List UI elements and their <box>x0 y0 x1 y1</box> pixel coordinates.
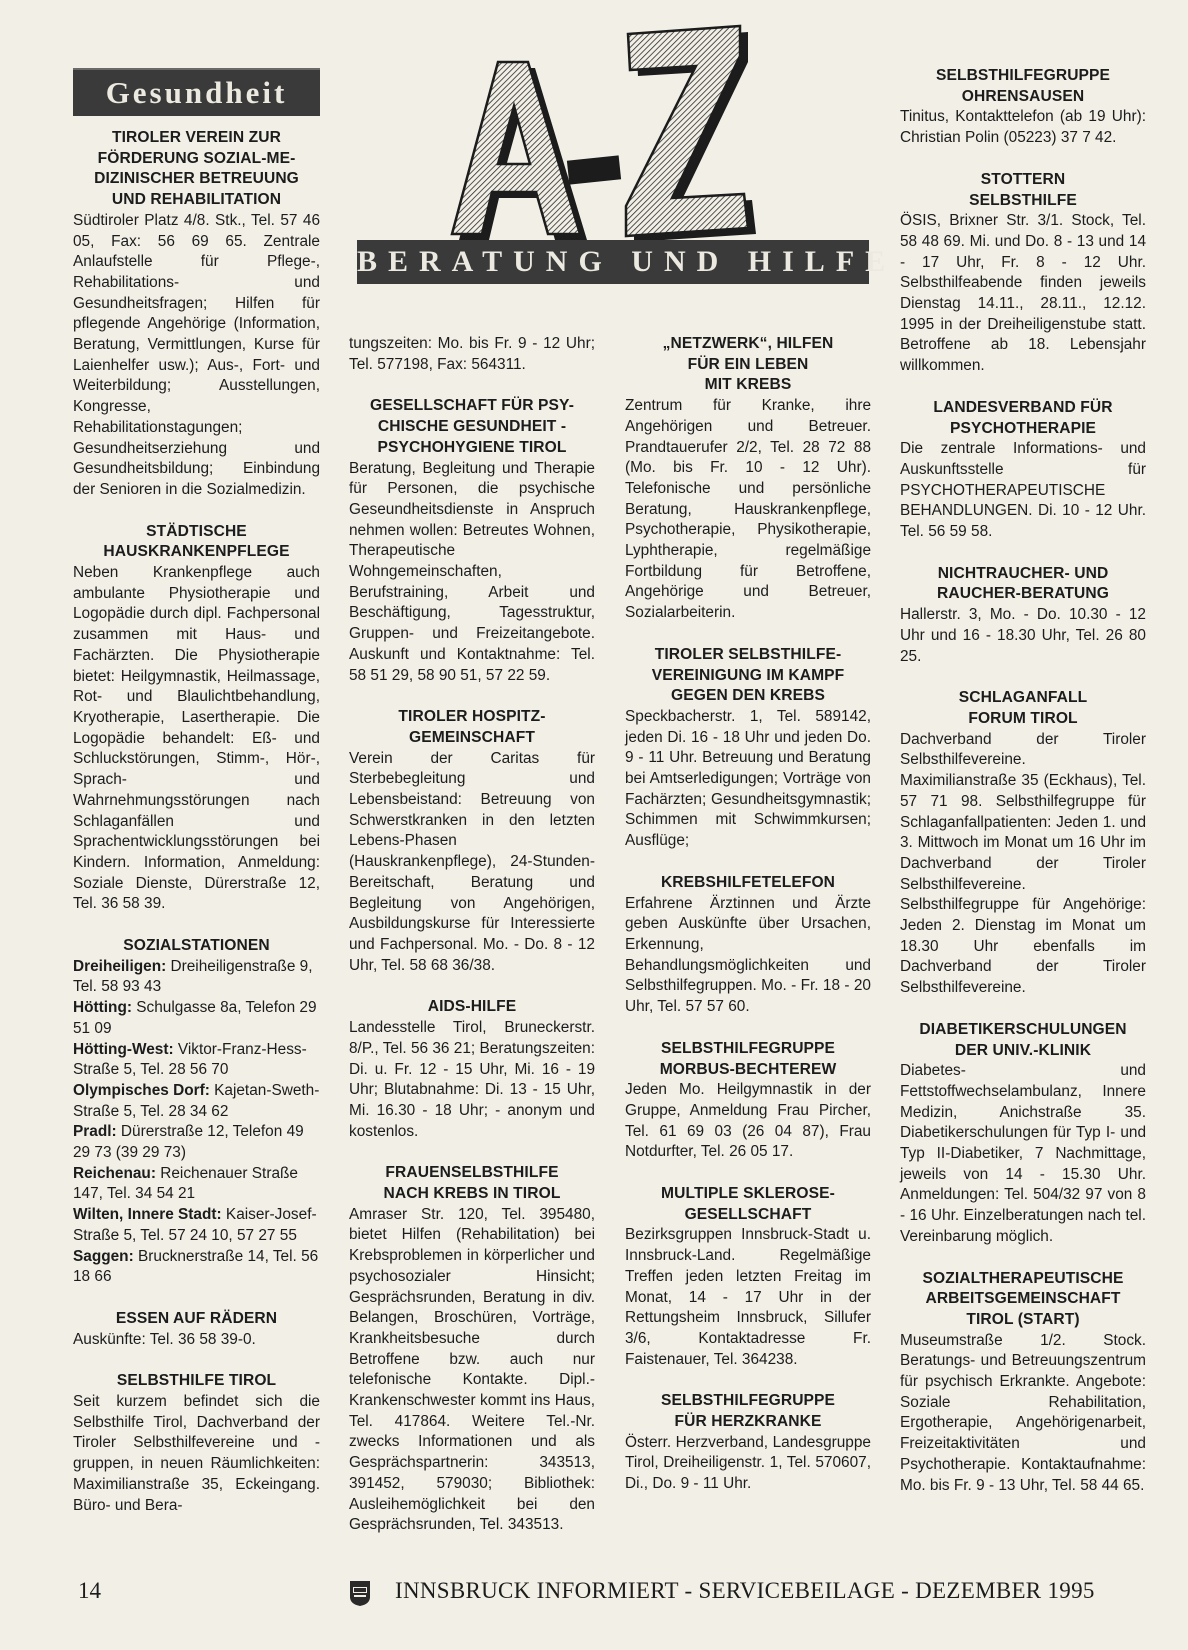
column-1 <box>73 68 320 1537</box>
entry-body: Diabetes- und Fettstoffwechselambulanz, Innere Medizin, Anichstraße 35. Diabetikerschulungen für Typ I- und Typ II-Diabetiker, 7 Nachmittage, jeweils von 14 - 15.30 Uhr. Anmeldungen: Tel. 504/32 97 von 8 - 16 Uhr. Einzelberatungen nach tel. Vereinbarung möglich. <box>900 1062 1146 1245</box>
entry-psychotherapie <box>900 398 1146 543</box>
entry-title: SOZIALTHERAPEUTISCHE ARBEITSGEMEINSCHAFT TIROL (START) <box>922 1269 1124 1328</box>
entry-sozialstationen <box>73 936 320 1288</box>
entry-body: Beratung, Begleitung und Therapie für Personen, die psychische Geseundheitsdienste in Anspruch nehmen wollen: Betreutes Wohnen, Therapeutische Wohngemeinschaften, Berufstraining, Arbeit und Beschäftigung, Tagesstruktur, Gruppen- und Freizeitangebote. Auskunft und Kontaktnahme: Tel. 58 51 29, 58 90 51, 57 22 59. <box>349 459 595 684</box>
entry-body: Österr. Herzverband, Landesgruppe Tirol, Dreiheiligenstr. 1, Tel. 570607, Di., Do. 9 - 11 Uhr. <box>625 1433 871 1493</box>
entry-nichtraucher <box>900 564 1146 668</box>
beratung-und-hilfe-band: BERATUNG UND HILFE <box>357 240 869 284</box>
entry-psychohygiene <box>349 396 595 686</box>
a-z-logo <box>440 22 770 247</box>
entry-title: STÄDTISCHE HAUSKRANKENPFLEGE <box>103 522 290 561</box>
entry-body: Museumstraße 1/2. Stock. Beratungs- und Betreuungszentrum für psychisch Erkrankte. Angebote: Soziale Rehabilitation, Ergotherapie, Angehörigenarbeit, Freizeitaktivitäten und Psychotherapie. Kontaktaufnahme: Mo. bis Fr. 9 - 13 Uhr, Tel. 58 44 65. <box>900 1331 1146 1494</box>
entry-krebshilfetelefon <box>625 873 871 1018</box>
entry-sozialtherapeutische <box>900 1269 1146 1497</box>
entry-body: Neben Krankenpflege auch ambulante Physiotherapie und Logopädie durch dipl. Fachpersonal zusammen mit Haus- und Fachärzten. Die Physiotherapie bietet: Heilgymnastik, Heilmassage, Rot- und Blaulichtbehandlung, Kryotherapie, Lasertherapie. Die Logopädie behandelt: Eß- und Schluckstörungen, Stimm-, Hör-, Sprach- und Wahrnehmungsstörungen nach Schlaganfällen und Sprachentwicklungsstörungen bei Kindern. Information, Anmeldung: Soziale Dienste, Dürerstraße 12, Tel. 36 58 39. <box>73 564 320 913</box>
entry-title: GESELLSCHAFT FÜR PSY- CHISCHE GESUNDHEIT - PSYCHOHYGIENE TIROL <box>370 397 574 456</box>
entry-schlaganfall <box>900 688 1146 999</box>
entry-body: Seit kurzem befindet sich die Selbsthilfe Tirol, Dachverband der Tiroler Selbsthilfevereine und -gruppen, in neuen Räumlichkeiten: Maximilianstraße 35, Eckeingang. Büro- und Bera- <box>73 1393 320 1514</box>
entry-title: SOZIALSTATIONEN <box>123 937 270 955</box>
entry-tiroler-verein <box>73 128 320 501</box>
entry-body: Dachverband der Tiroler Selbsthilfevereine. Maximilianstraße 35 (Eckhaus), Tel. 57 71 98. Selbsthilfegruppe für Schlaganfallpatienten: Jeden 1. und 3. Mittwoch im Monat um 16 Uhr im Dachverband der Tiroler Selbsthilfevereine. Selbsthilfegruppe für Angehörige: Jeden 2. Dienstag im Monat um 18.30 Uhr ebenfalls im Dachverband der Tiroler Selbsthilfevereine. <box>900 730 1146 997</box>
entry-body: Bezirksgruppen Innsbruck-Stadt u. Innsbruck-Land. Regelmäßige Treffen jeden letzten Freitag im Monat, 14 - 17 Uhr in der Rettungsheim Innsbruck, Sillufer 3/6, Kontaktadresse Fr. Faistenauer, Tel. 364238. <box>625 1226 871 1368</box>
entry-body: Landesstelle Tirol, Bruneckerstr. 8/P., Tel. 56 36 21; Beratungszeiten: Di. u. Fr. 12 - 15 Uhr, Mi. 16 - 19 Uhr; Blutabnahme: Di. 13 - 15 Uhr, Mi. 16.30 - 18 Uhr; - anonym und kostenlos. <box>349 1019 595 1140</box>
entry-body: ÖSIS, Brixner Str. 3/1. Stock, Tel. 58 48 69. Mi. und Do. 8 - 13 und 14 - 17 Uhr, Fr. 8 - 12 Uhr. Selbsthilfeabende finden jeweils Dienstag 14.11., 28.11., 12.12. 1995 in der Dreiheiligenstube statt. Betroffene ab 18. Lebensjahr willkommen. <box>900 212 1146 375</box>
entry-title: DIABETIKERSCHULUNGEN DER UNIV.-KLINIK <box>919 1020 1127 1059</box>
entry-selbsthilfevereinigung-krebs <box>625 645 871 852</box>
entry-frauenselbsthilfe <box>349 1163 595 1536</box>
page-number: 14 <box>78 1578 101 1603</box>
entry-body: Die zentrale Informations- und Auskunftsstelle für PSYCHOTHERAPEUTISCHE BEHANDLUNGEN. Di. 10 - 12 Uhr. Tel. 56 59 58. <box>900 440 1146 541</box>
entry-title: SELBSTHILFEGRUPPE OHRENSAUSEN <box>935 67 1111 105</box>
entry-title: TIROLER VEREIN ZUR FÖRDERUNG SOZIAL-ME- DIZINISCHER BETREUUNG UND REHABILITATION <box>94 129 299 209</box>
entry-body: Jeden Mo. Heilgymnastik in der Gruppe, Anmeldung Frau Pircher, Tel. 61 69 03 (26 04 87), Frau Notdurfter, Tel. 26 05 17. <box>625 1081 871 1161</box>
station-item: Dreiheiligen: Dreiheiligenstraße 9, Tel. 58 93 43 Hötting: Schulgasse 8a, Telefon 29 51 09 Hötting-West: Viktor-Franz-Hess-Straße 5, Tel. 28 56 70 Olympisches Dorf: Kajetan-Sweth-Straße 5, Tel. 28 34 62 Pradl: Dürerstraße 12, Telefon 49 29 73 (39 29 73) Reichenau: Reichenauer Straße 147, Tel. 34 54 21 Wilten, Innere Stadt: Kaiser-Josef-Straße 5, Tel. 57 24 10, 57 27 55 Saggen: Brucknerstraße 14, Tel. 56 18 66 <box>73 957 320 1286</box>
entry-body: Zentrum für Kranke, ihre Angehörigen und Betreuer. Prandtauerufer 2/2, Tel. 28 72 88 (Mo. bis Fr. 10 - 12 Uhr). Telefonische und persönliche Beratung, Hauskrankenpflege, Psychotherapie, Physikotherapie, Lyphtherapie, regelmäßige Fortbildung für Betroffene, Angehörige und Betreuer, Sozialarbeiterin. <box>625 397 871 622</box>
entry-title: NICHTRAUCHER- UND RAUCHER-BERATUNG <box>937 564 1109 603</box>
entry-title: LANDESVERBAND FÜR PSYCHOTHERAPIE <box>933 398 1113 437</box>
entry-aids-hilfe <box>349 997 595 1142</box>
entry-title: KREBSHILFETELEFON <box>660 873 836 891</box>
entry-body: Erfahrene Ärztinnen und Ärzte geben Auskünfte über Ursachen, Erkennung, Behandlungsmöglichkeiten und Selbsthilfegruppen. Mo. - Fr. 18 - 20 Uhr, Tel. 57 57 60. <box>625 894 871 1016</box>
entry-selbsthilfe-tirol-continued <box>349 334 595 375</box>
entry-title: SELBSTHILFE TIROL <box>116 1372 277 1390</box>
entry-body: Südtiroler Platz 4/8. Stk., Tel. 57 46 05, Fax: 56 69 65. Zentrale Anlaufstelle für Pflege-, Rehabilitations- und Gesundheitsfragen; Hilfen für pflegende Angehörige (Information, Beratung, Vermittlungen, Kurse für Laienhelfer usw.); Aus-, Fort- und Weiterbildung; Ausstellungen, Kongresse, Rehabilitationstagungen; Gesundheitserziehung und Gesundheitsbildung; Einbindung der Senioren in die Sozialmedizin. <box>73 211 320 498</box>
entry-diabetiker <box>900 1020 1146 1248</box>
entry-netzwerk <box>625 334 871 624</box>
column-4 <box>900 66 1146 1517</box>
entry-morbus-bechterew <box>625 1039 871 1163</box>
entry-title: FRAUENSELBSTHILFE NACH KREBS IN TIROL <box>383 1164 561 1203</box>
entry-title: STOTTERN SELBSTHILFE <box>969 170 1077 209</box>
entry-title: SELBSTHILFEGRUPPE MORBUS-BECHTEREW <box>659 1039 837 1078</box>
entry-body: Tinitus, Kontakttelefon (ab 19 Uhr): Christian Polin (05223) 37 7 42. <box>900 108 1146 147</box>
city-emblem-icon <box>349 1580 371 1607</box>
entry-body: Speckbacherstr. 1, Tel. 589142, jeden Di. 16 - 18 Uhr und jeden Do. 9 - 11 Uhr. Betreuung und Beratung bei Amtserledigungen; Vorträge von Fachärzten; Gesundheitsgymnastik; Schimmen mit Schwimmkursen; Ausflüge; <box>625 707 871 850</box>
section-label-gesundheit: Gesundheit <box>73 68 320 116</box>
entry-title: SCHLAGANFALL FORUM TIROL <box>958 689 1088 727</box>
entry-title: „NETZWERK“, HILFEN FÜR EIN LEBEN MIT KREBS <box>662 335 834 394</box>
column-2 <box>349 334 595 1557</box>
entry-ohrensausen <box>900 66 1146 149</box>
entry-body: Hallerstr. 3, Mo. - Do. 10.30 - 12 Uhr und 16 - 18.30 Uhr, Tel. 26 80 25. <box>900 606 1146 665</box>
entry-selbsthilfe-tirol <box>73 1371 320 1516</box>
entry-body: Amraser Str. 120, Tel. 395480, bietet Hilfen (Rehabilitation) bei Krebsproblemen in körperlicher und psychosozialer Hinsicht; Gesprächsrunden, Beratung in div. Belangen, Broschüren, Vorträge, Krankheitsbesuche durch Betroffene bzw. auch nur telefonische Kontakte. Dipl.-Krankenschwester kommt ins Haus, Tel. 417864. Weitere Tel.-Nr. zwecks Informationen und als Gesprächspartnerin: 343513, 391452, 579030; Bibliothek: Ausleihemöglichkeit bei den Gesprächsrunden, Tel. 343513. <box>349 1205 595 1534</box>
entry-stottern <box>900 170 1146 377</box>
entry-staedtische-hauskrankenpflege <box>73 522 320 915</box>
entry-essen-auf-raedern <box>73 1309 320 1350</box>
entry-body: Verein der Caritas für Sterbebegleitung und Lebensbeistand: Betreuung von Schwerstkranken in den letzten Lebens-Phasen (Hauskrankenpflege), 24-Stunden-Bereitschaft, Beratung und Begleitung von Angehörigen, Ausbildungskurse für Interessierte und Fachpersonal. Mo. - Do. 8 - 12 Uhr, Tel. 58 68 36/38. <box>349 749 595 974</box>
entry-herzkranke <box>625 1391 871 1495</box>
column-3 <box>625 334 871 1516</box>
publication-title: INNSBRUCK INFORMIERT - SERVICEBEILAGE - DEZEMBER 1995 <box>395 1578 1095 1603</box>
entry-title: TIROLER SELBSTHILFE- VEREINIGUNG IM KAMPF GEGEN DEN KREBS <box>651 645 845 705</box>
entry-multiple-sklerose <box>625 1184 871 1370</box>
entry-body: Auskünfte: Tel. 36 58 39-0. <box>73 1330 256 1348</box>
entry-title: MULTIPLE SKLEROSE- GESELLSCHAFT <box>661 1185 835 1223</box>
entry-title: AIDS-HILFE <box>427 998 517 1016</box>
entry-body: tungszeiten: Mo. bis Fr. 9 - 12 Uhr; Tel. 577198, Fax: 564311. <box>349 335 595 373</box>
entry-title: ESSEN AUF RÄDERN <box>115 1309 278 1327</box>
entry-title: SELBSTHILFEGRUPPE FÜR HERZKRANKE <box>660 1392 836 1431</box>
entry-title: TIROLER HOSPITZ- GEMEINSCHAFT <box>398 708 546 746</box>
entry-hospitz <box>349 707 595 976</box>
